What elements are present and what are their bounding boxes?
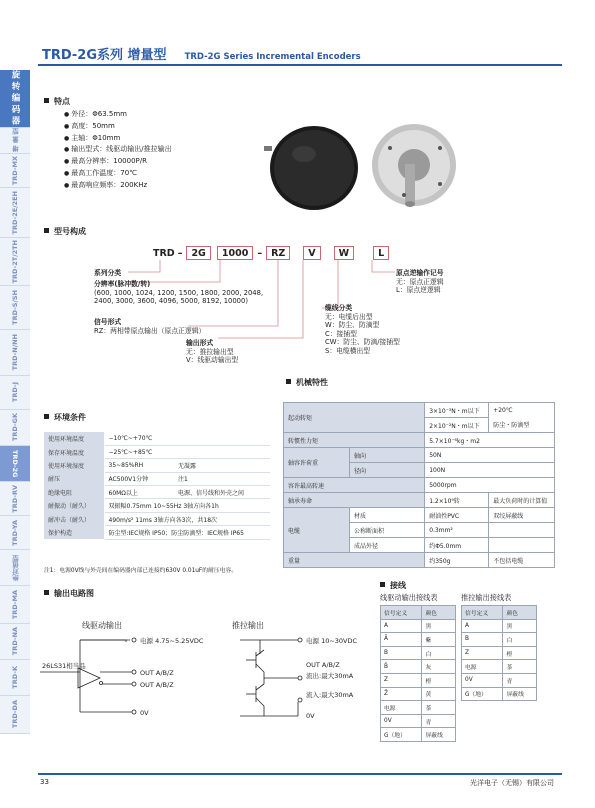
svg-text:OUT A/B/Z: OUT A/B/Z bbox=[306, 661, 340, 669]
model-part-2g: 2G bbox=[186, 246, 210, 260]
bottom-rule bbox=[38, 773, 562, 775]
sidebar-item-label: 旋转编码器 bbox=[10, 69, 20, 128]
env-row: 耐压 AC500V1分钟 注1 bbox=[44, 472, 270, 485]
sidebar-item[interactable] bbox=[0, 70, 30, 128]
sidebar-item[interactable] bbox=[0, 586, 30, 624]
feature-item: ● 主轴：Φ10mm bbox=[64, 133, 172, 145]
sidebar-item[interactable] bbox=[0, 154, 30, 188]
env-row: 保护构造 防尘型:IEC规格 IP50；防尘防滴型：IEC规格 IP65 bbox=[44, 526, 270, 539]
sidebar-item[interactable] bbox=[0, 550, 30, 586]
label-cable: 缆线分类 无：电缆后出型 W：防尘、防滴型 C：接插型 CW：防尘、防滴/接插型 S：电缆横出型 bbox=[325, 304, 400, 355]
sidebar-item-label: TRD-2E/2EH bbox=[11, 190, 19, 235]
sidebar-item-label: 绝对值型 bbox=[11, 554, 20, 581]
sidebar-item[interactable] bbox=[0, 286, 30, 330]
sidebar-item-label: TRD-YA bbox=[11, 519, 19, 546]
feature-item: ● 外径：Φ63.5mm bbox=[64, 109, 172, 121]
env-note: 注1：电源0V线与外壳间在编码器内部已连接约630V 0.01uF的耐压电容。 bbox=[44, 568, 238, 574]
wiring-row: 电源 茶 bbox=[381, 701, 456, 715]
feature-item: ● 最高分辨率：10000P/R bbox=[64, 156, 172, 168]
wiring-table-line: 信号定义 颜色 A 黑 Ā 紫 B 白 B̄ 灰 Z 橙 Z̄ 黄 电源 茶 0V 青 G（地） 屏蔽线 bbox=[380, 605, 456, 742]
svg-text:流入:最大30mA: 流入:最大30mA bbox=[306, 691, 354, 699]
sidebar-item[interactable] bbox=[0, 188, 30, 238]
svg-text:电源 10~30VDC: 电源 10~30VDC bbox=[306, 637, 358, 645]
feature-item: ● 最高响应频率：200KHz bbox=[64, 180, 172, 192]
sidebar-item[interactable] bbox=[0, 446, 30, 482]
features-heading: 特点 bbox=[44, 96, 70, 107]
sidebar-item-label: TRD-N/NH bbox=[11, 334, 19, 371]
model-part-l: L bbox=[373, 246, 389, 260]
sidebar-item-label: TRD-K bbox=[11, 666, 19, 689]
page-title-en: TRD-2G Series Incremental Encoders bbox=[184, 52, 361, 62]
sidebar-item[interactable] bbox=[0, 516, 30, 550]
sidebar-item-label: TRD-2T/2TH bbox=[11, 239, 19, 284]
label-logic: 原点逆输作记号 无：原点正逻辑 L：原点逆逻辑 bbox=[396, 269, 444, 295]
label-pulse: 分辨率(脉冲数/转) (600, 1000, 1024, 1200, 1500, 1800, 2000, 2048, 2400, 3000, 3600, 4096, 5000, 8192, 10000) bbox=[94, 280, 264, 306]
wiring-row: 0V 青 bbox=[381, 714, 456, 728]
sidebar-item[interactable] bbox=[0, 696, 30, 734]
wiring-row: 电源 茶 bbox=[462, 660, 537, 674]
sidebar-item-label: TRD-RV bbox=[11, 484, 19, 513]
sidebar-item-label: TRD-MA bbox=[11, 589, 19, 620]
label-series: 系列分类 bbox=[94, 269, 122, 277]
wiring-row: Z 橙 bbox=[381, 673, 456, 687]
wiring-table-pp: 信号定义 颜色 A 黑 B 白 Z 橙 电源 茶 0V 青 G（地） 屏蔽线 bbox=[461, 605, 537, 701]
line-driver-title: 线驱动输出 bbox=[82, 621, 122, 630]
circuit-diagram bbox=[40, 612, 370, 742]
sidebar-item[interactable] bbox=[0, 376, 30, 410]
wiring-row: B 白 bbox=[462, 633, 537, 647]
feature-item: ● 最高工作温度：70℃ bbox=[64, 168, 172, 180]
sidebar-item[interactable] bbox=[0, 238, 30, 286]
env-heading: 环境条件 bbox=[44, 412, 86, 423]
wiring-row: A 黑 bbox=[462, 619, 537, 633]
circuit-heading: 输出电路图 bbox=[44, 588, 94, 599]
sidebar-item-label: TRD-GK bbox=[11, 413, 19, 442]
model-part-pulse: 1000 bbox=[217, 246, 253, 260]
sidebar-item-label: TRD-S/SH bbox=[11, 290, 19, 325]
sidebar-item[interactable] bbox=[0, 330, 30, 376]
wiring-row: 0V 青 bbox=[462, 673, 537, 687]
sidebar bbox=[0, 70, 30, 750]
sidebar-item[interactable] bbox=[0, 410, 30, 446]
label-output: 输出形式 无：推拉输出型 V：线驱动输出型 bbox=[186, 339, 239, 365]
sidebar-item-label: TRD-NA bbox=[11, 627, 19, 656]
chip-label: 26LS31相当品 bbox=[42, 662, 86, 670]
wiring-row: A 黑 bbox=[381, 619, 456, 633]
sidebar-item[interactable] bbox=[0, 128, 30, 154]
push-pull-title: 推拉输出 bbox=[232, 621, 264, 630]
top-rule bbox=[38, 64, 562, 66]
page-title: TRD-2G系列 增量型 TRD-2G Series Incremental Encoders bbox=[42, 48, 361, 63]
wiring-heading: 接线 bbox=[380, 580, 406, 591]
env-row: 绝缘电阻 60MΩ以上 电源、信号线和外壳之间 bbox=[44, 486, 270, 499]
features-list bbox=[64, 109, 172, 192]
mech-heading: 机械特性 bbox=[286, 377, 328, 388]
model-part-v: V bbox=[303, 246, 320, 260]
svg-text:电源 4.75~5.25VDC: 电源 4.75~5.25VDC bbox=[140, 637, 204, 645]
svg-text:OUT A/B/Z: OUT A/B/Z bbox=[140, 669, 174, 677]
model-part-rz: RZ bbox=[266, 246, 290, 260]
sidebar-item-label: TRD-J bbox=[11, 382, 19, 403]
sidebar-item[interactable] bbox=[0, 624, 30, 660]
product-photo bbox=[254, 110, 564, 210]
model-dash-2: – bbox=[257, 247, 263, 259]
wiring-row: Ā 紫 bbox=[381, 633, 456, 647]
sidebar-item-label: TRD-DA bbox=[11, 700, 19, 729]
sidebar-item-label: 增 量 型 bbox=[11, 128, 20, 153]
env-row: 耐冲击（耐久） 490m/s² 11ms 3轴方向各3次，共18次 bbox=[44, 512, 270, 525]
wiring-row: Z 橙 bbox=[462, 646, 537, 660]
svg-text:OUT A/B/Z: OUT A/B/Z bbox=[140, 681, 174, 689]
wiring-row: Z̄ 黄 bbox=[381, 687, 456, 701]
env-row: 耐振动（耐久） 双振幅0.75mm 10~55Hz 3轴方向各1h bbox=[44, 499, 270, 512]
sidebar-item-label: TRD-MX bbox=[11, 155, 19, 186]
env-row: 使用环境湿度 35~85%RH 无凝露 bbox=[44, 459, 270, 472]
label-signal: 信号形式 RZ：两相带原点输出（原点正逻辑） bbox=[94, 318, 206, 335]
model-dash-1: – bbox=[177, 247, 183, 259]
page-number: 33 bbox=[40, 778, 49, 786]
feature-item: ● 高度：50mm bbox=[64, 121, 172, 133]
sidebar-item[interactable] bbox=[0, 660, 30, 696]
wiring-t2-title: 推拉输出接线表 bbox=[461, 593, 512, 602]
wiring-row: B 白 bbox=[381, 646, 456, 660]
company-name: 光洋电子（无锡）有限公司 bbox=[470, 779, 554, 787]
mech-table: 起动转矩 3×10⁻³N・m以下 +20℃ 2×10⁻²N・m以下 防尘・防滴型 转惯性力矩 5.7×10⁻⁶kg・m2 轴容许荷重 轴向 50N 径向 100N 容许最高转速 5000rpm 轴承寿命 1.2×10⁹转 最大负荷时的计算值 电缆 材质 耐油性PVC 双绞屏蔽线 公称断面积 0.3mm² 成品外径 约Φ5.0mm 重量 约350g 不包括电缆 bbox=[283, 402, 555, 568]
sidebar-item-label: TRD-2G bbox=[11, 449, 19, 478]
env-row: 保存环境温度 −25℃~+85℃ bbox=[44, 445, 270, 458]
model-part-trd: TRD bbox=[153, 247, 175, 259]
wiring-t1-title: 线驱动输出接线表 bbox=[380, 593, 438, 602]
env-table bbox=[44, 432, 270, 540]
svg-text:0V: 0V bbox=[306, 712, 315, 720]
wiring-row: G（地） 屏蔽线 bbox=[462, 687, 537, 701]
sidebar-item[interactable] bbox=[0, 482, 30, 516]
wiring-row: G（地） 屏蔽线 bbox=[381, 728, 456, 742]
env-row: 使用环境温度 −10℃~+70℃ bbox=[44, 432, 270, 445]
feature-item: ● 输出型式：线驱动输出/推拉输出 bbox=[64, 144, 172, 156]
wiring-row: B̄ 灰 bbox=[381, 660, 456, 674]
svg-text:流出:最大30mA: 流出:最大30mA bbox=[306, 672, 354, 680]
model-heading: 型号构成 bbox=[44, 226, 86, 237]
model-part-w: W bbox=[334, 246, 354, 260]
svg-text:0V: 0V bbox=[140, 709, 149, 717]
